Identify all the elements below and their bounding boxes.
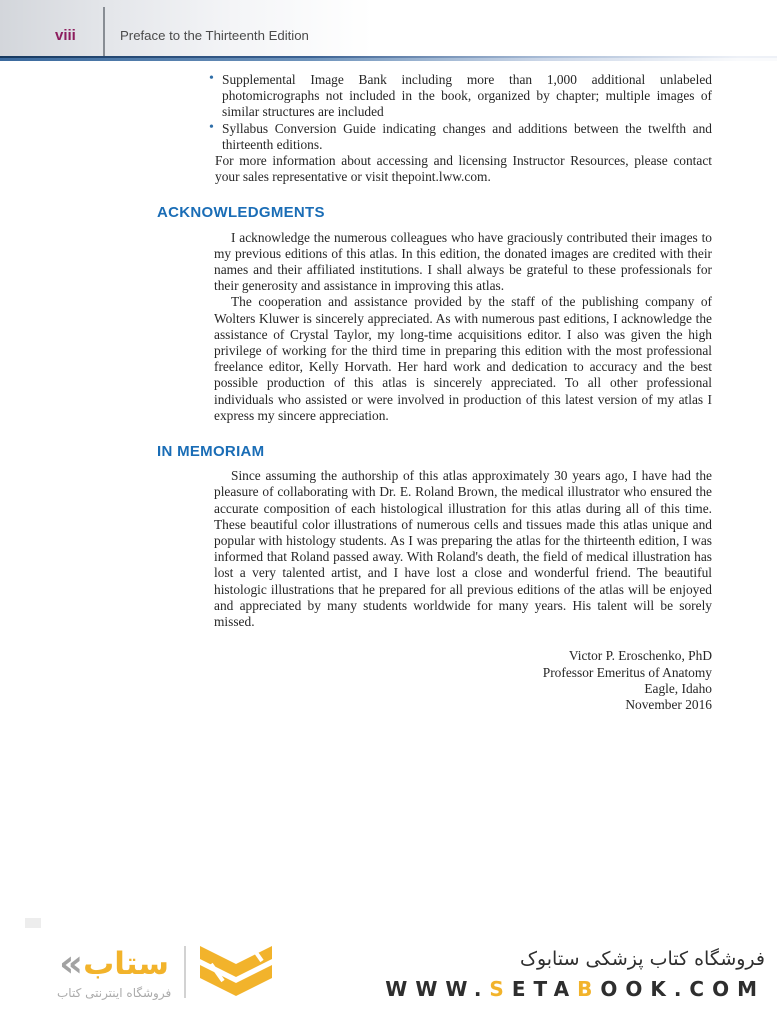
logo-wordmark: ستاب: [83, 946, 170, 982]
paragraph: The cooperation and assistance provided by the staff of the publishing company of Wolters Kluwer is sincerely appreciated. As with numerous past editions, I acknowledge the assistance of Crystal Taylor, my long-time acquisitions editor. I also was given the high privilege of working for the third time in preparing this edition with the most professional freelance editor, Kelly Horvath. Her hard work and dedication to accuracy and the best possible production of this atlas is sincerely appreciated. To all other professional individuals who assisted or were involved in production of this latest version of my atlas I express my sincere appreciation.: [214, 294, 712, 423]
section-heading-acknowledgments: ACKNOWLEDGMENTS: [157, 204, 325, 222]
header-divider: [103, 7, 105, 56]
website-url-segment: S: [489, 977, 512, 1001]
page-number: viii: [55, 27, 76, 44]
page-content: [157, 66, 712, 713]
in-memoriam-paragraphs: [214, 468, 712, 630]
signature-line: Professor Emeritus of Anatomy: [542, 664, 712, 680]
page-header: [0, 0, 777, 56]
footer-store-info: [385, 948, 765, 1001]
paragraph: I acknowledge the numerous colleagues who have graciously contributed their images to my previous editions of this atlas. In this edition, the donated images are credited with their names and their affiliated institutions. I shall always be grateful to these professionals for their generosity and assistance in improving this atlas.: [214, 229, 712, 294]
acknowledgments-paragraphs: [214, 230, 712, 424]
store-title: فروشگاه کتاب پزشکی ستابوک: [519, 948, 765, 970]
logo-chevron-icon: «: [59, 942, 84, 985]
signature-line: November 2016: [625, 696, 712, 712]
logo-wordmark-block: [57, 944, 171, 1000]
bullet-item: • Syllabus Conversion Guide indicating changes and additions between the twelfth and thirteenth editions.: [209, 121, 712, 153]
website-url-segment: OOK.COM: [600, 977, 765, 1001]
signature-block: [157, 648, 712, 713]
header-rule-fade: [0, 58, 777, 61]
logo-divider: [184, 946, 186, 998]
section-heading-in-memoriam: IN MEMORIAM: [157, 443, 265, 461]
setabook-emblem-icon: [199, 941, 273, 1003]
signature-line: Eagle, Idaho: [644, 680, 712, 696]
paragraph: Since assuming the authorship of this atlas approximately 30 years ago, I have had the pleasure of collaborating with Dr. E. Roland Brown, the medical illustrator who ensured the accurate composition of each histological illustration for this atlas during all of this time. These beautiful color illustrations of numerous cells and tissues made this atlas unique and popular with histology students. As I was preparing the atlas for the thirteenth edition, I was informed that Roland passed away. With Roland's death, the field of medical illustration has lost a very talented artist, and I have lost a close and wonderful friend. The beautiful histologic illustrations that he prepared for all previous editions of the atlas will be enjoyed and appreciated by many students worldwide for many years. His talent will be sorely missed.: [214, 468, 712, 630]
website-url-segment: B: [577, 977, 601, 1001]
website-url-segment: ETA: [511, 977, 578, 1001]
website-url: [385, 977, 765, 1001]
running-head-title: Preface to the Thirteenth Edition: [120, 28, 309, 43]
instructor-resources-note: For more information about accessing and licensing Instructor Resources, please contact your sales representative or visit thepoint.lww.com.: [215, 153, 712, 185]
logo-wordmark-row: [57, 944, 171, 984]
bullet-item: • Supplemental Image Bank including more than 1,000 additional unlabeled photomicrographs not included in the book, organized by chapter; multiple images of similar structures are included: [209, 72, 712, 121]
logo-tagline: فروشگاه اینترنتی کتاب: [57, 986, 172, 1000]
setabook-logo: [57, 941, 273, 1003]
signature-line: Victor P. Eroschenko, PhD: [568, 648, 712, 664]
website-url-segment: WWW.: [385, 977, 490, 1001]
scan-artifact: [25, 918, 41, 928]
instructor-resources-list: [209, 72, 712, 153]
